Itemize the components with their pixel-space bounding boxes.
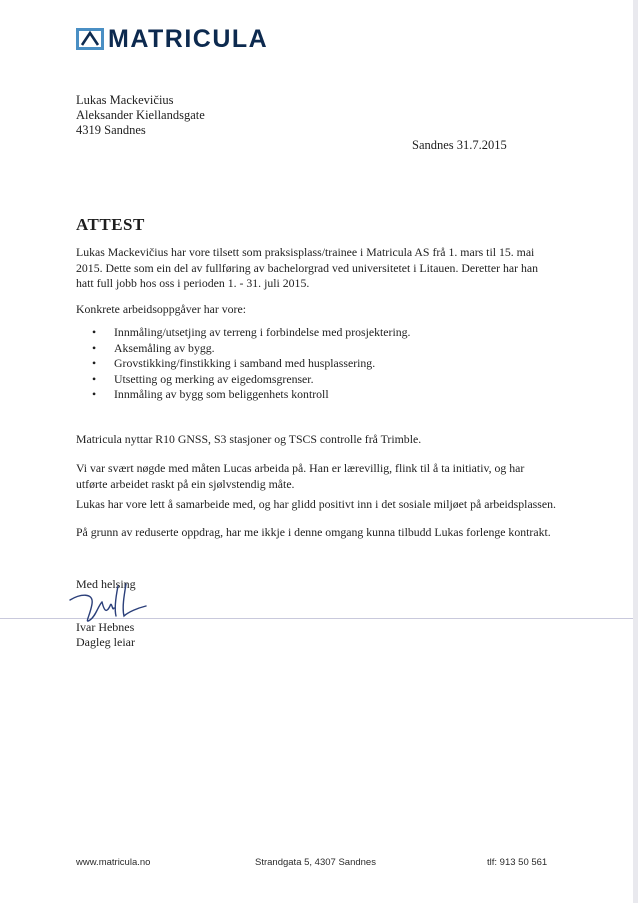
footer-phone: tlf: 913 50 561	[487, 857, 548, 868]
recipient-name: Lukas Mackevičius	[76, 93, 174, 107]
task-text: Aksemåling av bygg.	[114, 340, 215, 355]
signer-name: Ivar Hebnes	[76, 620, 135, 634]
recipient-street: Aleksander Kiellandsgate	[76, 108, 205, 122]
bullet-icon: •	[92, 371, 97, 386]
closing-greeting: Med helsing	[76, 577, 136, 591]
bullet-icon: •	[92, 356, 97, 371]
list-item	[92, 341, 410, 357]
task-text: Innmåling av bygg som beliggenhets kontroll	[114, 387, 329, 402]
social-paragraph: Lukas har vore lett å samarbeide med, og har glidd positivt inn i det sosiale miljøet på arbeidsplassen.	[76, 497, 556, 511]
bullet-icon: •	[92, 340, 97, 355]
list-item	[92, 372, 410, 388]
list-item	[92, 356, 410, 372]
document-title: ATTEST	[76, 215, 145, 234]
task-list	[92, 325, 410, 403]
list-item	[92, 387, 410, 403]
list-item	[92, 325, 410, 341]
company-logo	[76, 25, 269, 53]
evaluation-paragraph: Vi var svært nøgde med måten Lucas arbeida på. Han er lærevillig, flink til å ta initiativ, og har utførte arbeidet raskt på ein sjølvstendig måte.	[76, 461, 525, 491]
recipient-address	[76, 93, 205, 138]
letter-date: Sandnes 31.7.2015	[412, 138, 507, 152]
tasks-intro-paragraph: Konkrete arbeidsoppgåver har vore:	[76, 302, 247, 316]
task-text: Grovstikking/finstikking i samband med husplassering.	[114, 356, 376, 371]
matricula-logo-icon	[76, 28, 104, 50]
bullet-icon: •	[92, 325, 97, 339]
task-text: Utsetting og merking av eigedomsgrenser.	[114, 371, 314, 386]
intro-paragraph: Lukas Mackevičius har vore tilsett som praksisplass/trainee i Matricula AS frå 1. mars til 15. mai 2015. Dette som ein del av fullføring av bachelorgrad ved universitetet i Litauen. Deretter har han hatt full jobb hos oss i perioden 1. - 31. juli 2015.	[76, 245, 538, 291]
company-name: MATRICULA	[108, 25, 269, 53]
footer-address: Strandgata 5, 4307 Sandnes	[255, 857, 376, 868]
equipment-paragraph: Matricula nyttar R10 GNSS, S3 stasjoner og TSCS controlle frå Trimble.	[76, 432, 422, 446]
contract-paragraph: På grunn av reduserte oppdrag, har me ikkje i denne omgang kunna tilbudd Lukas forlenge kontrakt.	[76, 525, 551, 539]
recipient-postal-city: 4319 Sandnes	[76, 123, 146, 137]
footer-website: www.matricula.no	[76, 857, 151, 868]
task-text: Innmåling/utsetjing av terreng i forbindelse med prosjektering.	[114, 325, 411, 339]
signer-title: Dagleg leiar	[76, 635, 135, 649]
bullet-icon: •	[92, 387, 97, 402]
page-edge	[633, 0, 638, 903]
